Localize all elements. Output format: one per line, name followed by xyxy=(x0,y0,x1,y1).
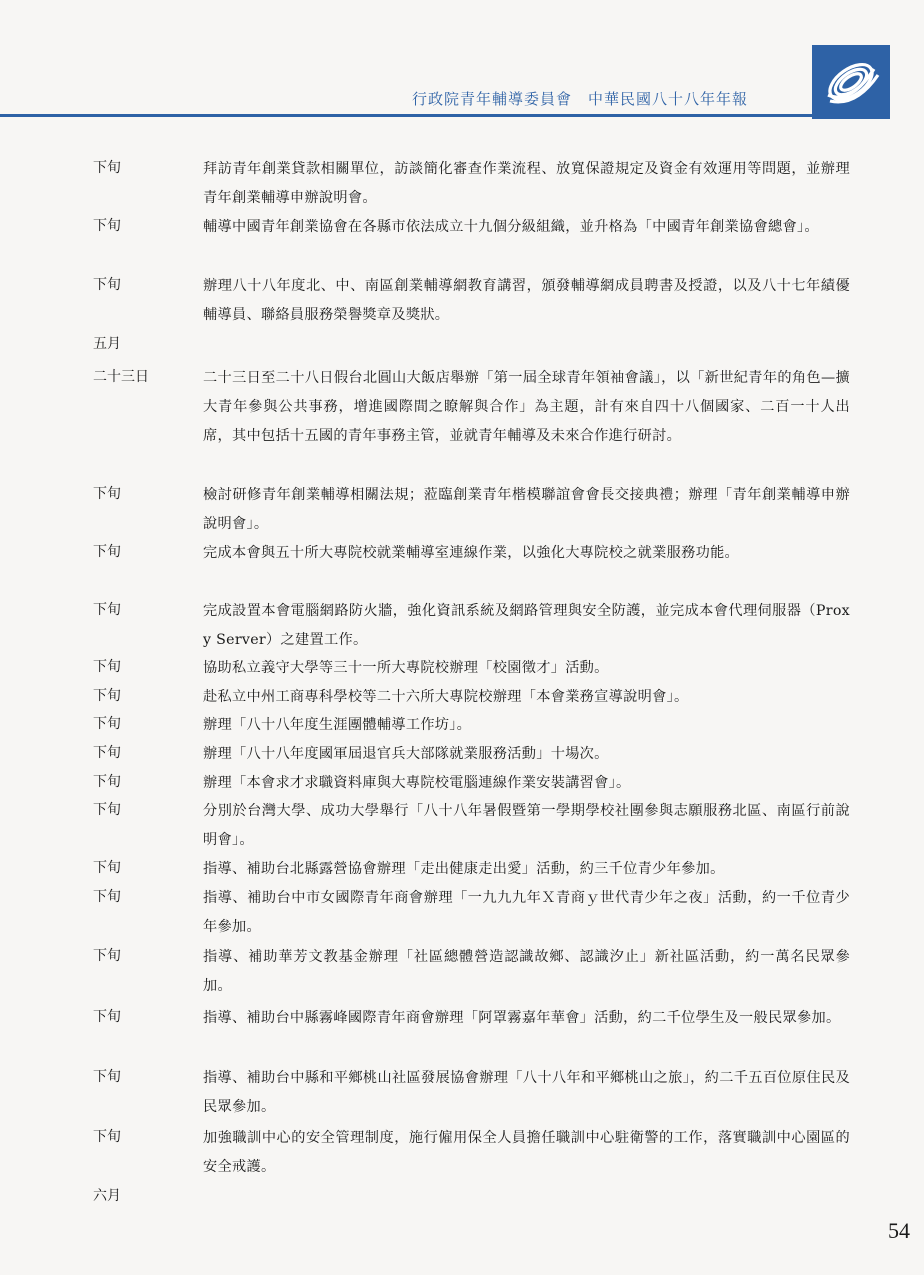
entry-text: 指導、補助台中縣和平鄉桃山社區發展協會辦理「八十八年和平鄉桃山之旅」，約二千五百位原住民及民眾參加。 xyxy=(203,1070,850,1115)
entry-text: 完成本會與五十所大專院校就業輔導室連線作業，以強化大專院校之就業服務功能。 xyxy=(203,545,740,561)
entry-date: 下旬 xyxy=(93,889,121,905)
rings-logo-icon xyxy=(812,45,890,119)
entry-date: 下旬 xyxy=(93,486,121,502)
entry-date: 下旬 xyxy=(93,1009,121,1025)
entry-text: 協助私立義守大學等三十一所大專院校辦理「校園徵才」活動。 xyxy=(203,660,609,676)
entry-text: 辦理「八十八年度生涯團體輔導工作坊」。 xyxy=(203,717,472,733)
entry-date: 下旬 xyxy=(93,860,121,876)
entry-date: 二十三日 xyxy=(93,369,149,385)
entry-text: 指導、補助台中縣霧峰國際青年商會辦理「阿罩霧嘉年華會」活動，約二千位學生及一般民眾參加。 xyxy=(203,1010,841,1026)
entry-date: 下旬 xyxy=(93,774,121,790)
header-divider xyxy=(0,114,812,117)
entry-text: 辦理八十八年度北、中、南區創業輔導網教育講習，頒發輔導網成員聘書及授證，以及八十七年績優輔導員、聯絡員服務榮譽獎章及獎狀。 xyxy=(203,278,850,323)
entry-date: 五月 xyxy=(93,336,121,352)
page-number: 54 xyxy=(888,1218,910,1243)
entry-text: 指導、補助台中市女國際青年商會辦理「一九九九年Ｘ青商ｙ世代青少年之夜」活動，約一千位青少年參加。 xyxy=(203,890,850,935)
entry-date: 下旬 xyxy=(93,1129,121,1145)
entry-text: 檢討研修青年創業輔導相關法規；蒞臨創業青年楷模聯誼會會長交接典禮；辦理「青年創業輔導申辦說明會」。 xyxy=(203,487,850,532)
entry-date: 下旬 xyxy=(93,544,121,560)
entry-date: 下旬 xyxy=(93,218,121,234)
entry-date: 下旬 xyxy=(93,688,121,704)
entry-text: 拜訪青年創業貸款相關單位，訪談簡化審查作業流程、放寬保證規定及資金有效運用等問題，並辦理青年創業輔導申辦說明會。 xyxy=(203,161,850,206)
header-title: 行政院青年輔導委員會 中華民國八十八年年報 xyxy=(412,90,749,108)
entry-text: 分別於台灣大學、成功大學舉行「八十八年暑假暨第一學期學校社團參與志願服務北區、南區行前說明會」。 xyxy=(203,803,850,848)
entry-date: 下旬 xyxy=(93,602,121,618)
entry-date: 下旬 xyxy=(93,745,121,761)
entry-date: 下旬 xyxy=(93,160,121,176)
entry-text: 辦理「八十八年度國軍屆退官兵大部隊就業服務活動」十場次。 xyxy=(203,746,609,762)
entry-date: 下旬 xyxy=(93,277,121,293)
entry-text: 輔導中國青年創業協會在各縣市依法成立十九個分級組織，並升格為「中國青年創業協會總會」。 xyxy=(203,219,819,235)
entry-date: 下旬 xyxy=(93,802,121,818)
entry-text: 完成設置本會電腦網路防火牆，強化資訊系統及網路管理與安全防護，並完成本會代理伺服器（Proxy Server）之建置工作。 xyxy=(203,603,850,648)
entry-text: 辦理「本會求才求職資料庫與大專院校電腦連線作業安裝講習會」。 xyxy=(203,775,631,791)
entry-text: 指導、補助華芳文教基金辦理「社區總體營造認識故鄉、認識汐止」新社區活動，約一萬名民眾參加。 xyxy=(203,949,850,994)
entry-date: 六月 xyxy=(93,1188,121,1204)
entry-date: 下旬 xyxy=(93,716,121,732)
entry-text: 加強職訓中心的安全管理制度，施行僱用保全人員擔任職訓中心駐衛警的工作，落實職訓中心園區的安全戒護。 xyxy=(203,1130,850,1175)
entry-text: 赴私立中州工商專科學校等二十六所大專院校辦理「本會業務宣導說明會」。 xyxy=(203,689,689,705)
entry-text: 二十三日至二十八日假台北圓山大飯店舉辦「第一屆全球青年領袖會議」，以「新世紀青年的角色—擴大青年參與公共事務，增進國際間之瞭解與合作」為主題，計有來自四十八個國家、二百一十人出席，其中包括十五國的青年事務主管，並就青年輔導及未來合作進行研討。 xyxy=(203,370,850,444)
entry-text: 指導、補助台北縣露營協會辦理「走出健康走出愛」活動，約三千位青少年參加。 xyxy=(203,861,725,877)
entry-date: 下旬 xyxy=(93,659,121,675)
entry-date: 下旬 xyxy=(93,948,121,964)
logo xyxy=(812,45,890,119)
entry-date: 下旬 xyxy=(93,1069,121,1085)
